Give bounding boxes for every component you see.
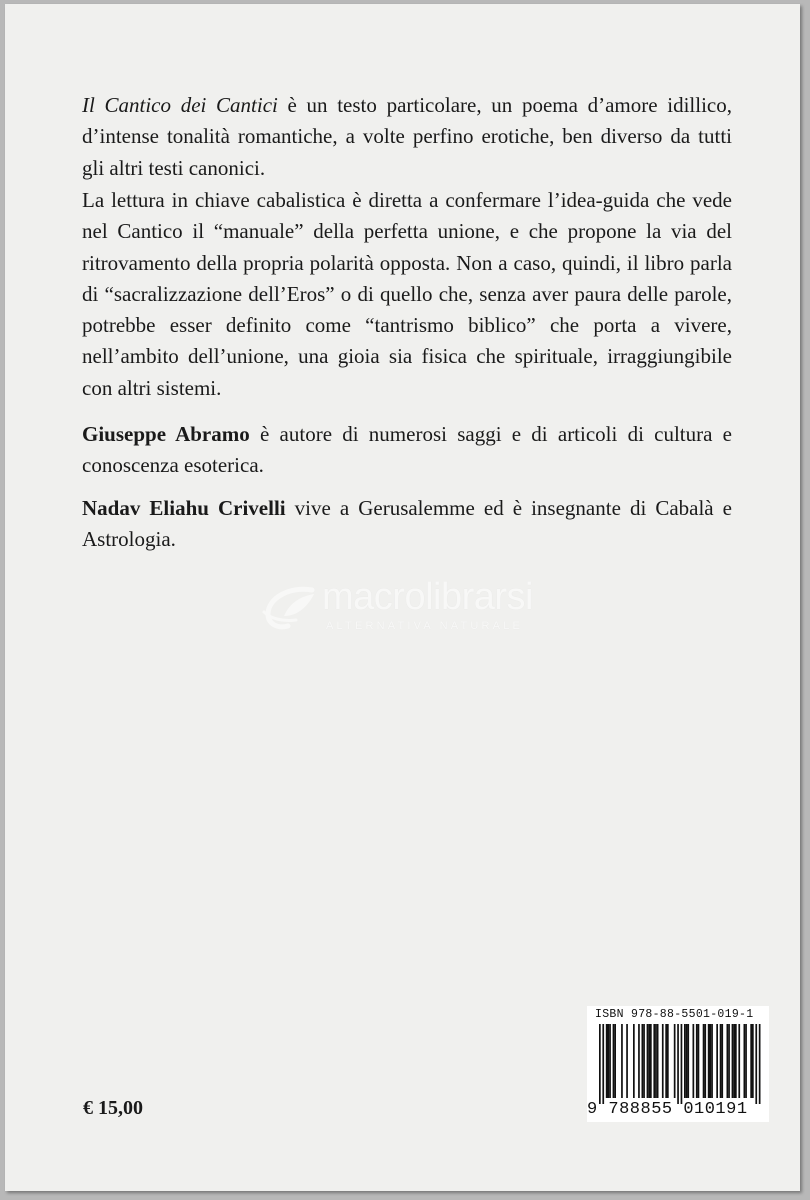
watermark-tagline: ALTERNATIVA NATURALE bbox=[326, 620, 524, 632]
barcode-bar bbox=[614, 1024, 616, 1098]
barcode-bar bbox=[655, 1024, 657, 1098]
barcode-bar bbox=[721, 1024, 723, 1098]
barcode-bar bbox=[728, 1024, 730, 1098]
author-bio-1 bbox=[82, 419, 732, 482]
leaf-swirl-icon bbox=[260, 582, 320, 632]
barcode-bar bbox=[684, 1024, 686, 1098]
barcode-bar bbox=[696, 1024, 698, 1098]
barcode-bar bbox=[703, 1024, 705, 1098]
description-paragraph-1 bbox=[82, 90, 732, 184]
barcode-bar bbox=[665, 1024, 667, 1098]
barcode-bar bbox=[681, 1024, 683, 1104]
barcode-bar bbox=[704, 1024, 706, 1098]
barcode-bar bbox=[750, 1024, 752, 1098]
barcode-bar bbox=[613, 1024, 615, 1098]
barcode-bar bbox=[755, 1024, 757, 1104]
author-bio-text: vive a Gerusalemme ed è insegnante di Cabalà e Astrologia. bbox=[82, 496, 732, 552]
barcode-bar bbox=[674, 1024, 676, 1098]
watermark bbox=[260, 574, 570, 644]
barcode-bar bbox=[686, 1024, 688, 1098]
barcode-bar bbox=[727, 1024, 729, 1098]
barcode-bar bbox=[657, 1024, 659, 1098]
barcode-bar bbox=[733, 1024, 735, 1098]
description-paragraph-2 bbox=[82, 185, 732, 404]
barcode-bar bbox=[759, 1024, 761, 1104]
author-name: Giuseppe Abramo bbox=[82, 422, 250, 446]
barcode-bar bbox=[609, 1024, 611, 1098]
barcode-bar bbox=[752, 1024, 754, 1098]
barcode-bar bbox=[708, 1024, 710, 1098]
barcode-bar bbox=[735, 1024, 737, 1098]
barcode-bar bbox=[677, 1024, 679, 1104]
barcode-bar bbox=[608, 1024, 610, 1098]
author-bio-2 bbox=[82, 493, 732, 556]
description-text-1: è un testo particolare, un poema d’amore idillico, d’intense tonalità romantiche, a volte perfino erotiche, ben diverso da tutti gli altri testi canonici. bbox=[82, 93, 733, 180]
barcode-bar bbox=[745, 1024, 747, 1098]
barcode-bar bbox=[662, 1024, 664, 1098]
barcode-bar bbox=[602, 1024, 604, 1104]
barcode-bar bbox=[633, 1024, 635, 1098]
author-bio-text: è autore di numerosi saggi e di articoli di cultura e conoscenza esoterica. bbox=[82, 422, 732, 478]
barcode-bar bbox=[626, 1024, 628, 1098]
barcode-bar bbox=[653, 1024, 655, 1098]
description-text-2: La lettura in chiave cabalistica è diretta a confermare l’idea-guida che vede nel Cantico il “manuale” della perfetta unione, e che propone la via del ritrovamento della propria polarità opposta. Non a caso, quindi, il libro parla di “sacralizzazione dell’Eros” o di quello che, senza aver paura delle parole, potrebbe esser definito come “tantrismo biblico” che porta a vivere, nell’ambito dell’unione, una gioia sia fisica che spirituale, irraggiungibile con altri sistemi. bbox=[82, 188, 732, 400]
barcode-bar bbox=[638, 1024, 640, 1098]
barcode-bar bbox=[698, 1024, 700, 1098]
barcode-bar bbox=[693, 1024, 695, 1098]
barcode-bar bbox=[716, 1024, 718, 1098]
barcode-bar bbox=[687, 1024, 689, 1098]
barcode-bar bbox=[720, 1024, 722, 1098]
price: € 15,00 bbox=[83, 1097, 143, 1119]
barcode-bar bbox=[667, 1024, 669, 1098]
barcode-digits: 9 788855 010191 bbox=[587, 1100, 748, 1119]
barcode-bar bbox=[732, 1024, 734, 1098]
barcode-bar bbox=[650, 1024, 652, 1098]
barcode-bar bbox=[744, 1024, 746, 1098]
barcode-bar bbox=[621, 1024, 623, 1098]
barcode-bar bbox=[643, 1024, 645, 1098]
barcode-area bbox=[587, 1006, 769, 1122]
book-title: Il Cantico dei Cantici bbox=[82, 93, 278, 117]
barcode-bar bbox=[642, 1024, 644, 1098]
book-back-cover bbox=[5, 4, 800, 1191]
barcode-bar bbox=[606, 1024, 608, 1098]
barcode-bar bbox=[711, 1024, 713, 1098]
barcode-bar bbox=[647, 1024, 649, 1098]
barcode bbox=[587, 1024, 769, 1104]
barcode-bar bbox=[599, 1024, 601, 1104]
isbn-label: ISBN 978-88-5501-019-1 bbox=[595, 1008, 754, 1021]
barcode-bar bbox=[710, 1024, 712, 1098]
author-name: Nadav Eliahu Crivelli bbox=[82, 496, 286, 520]
watermark-brand: macrolibrarsi bbox=[322, 576, 533, 618]
barcode-bar bbox=[738, 1024, 740, 1098]
barcode-bar bbox=[648, 1024, 650, 1098]
